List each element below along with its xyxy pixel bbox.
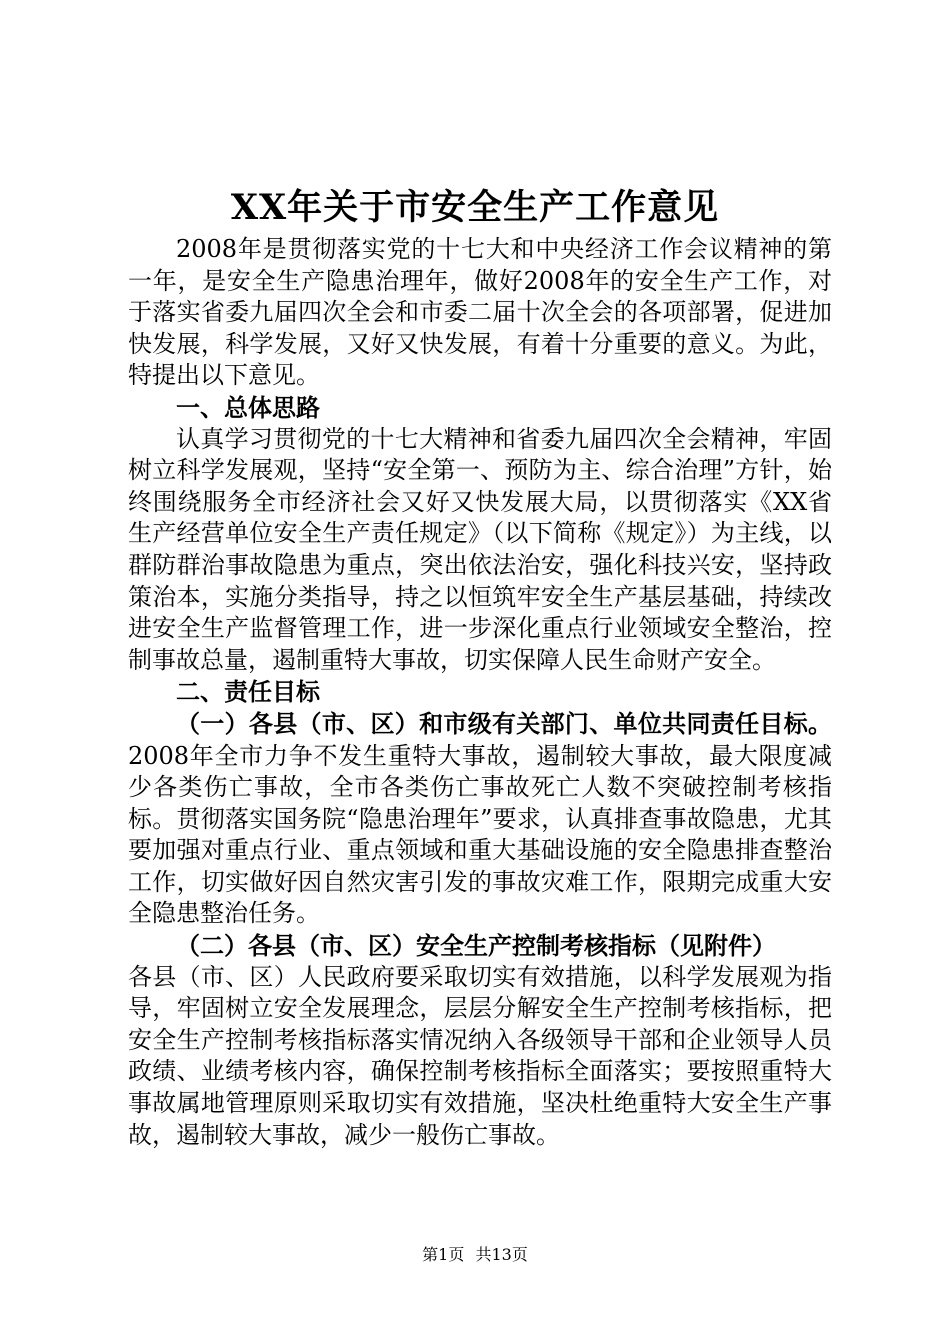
- joint-responsibility-subtitle: （一）各县（市、区）和市级有关部门、单位共同责任目标。: [176, 708, 832, 738]
- joint-responsibility-paragraph: [128, 708, 832, 930]
- document-body: [128, 234, 832, 1151]
- intro-paragraph: 2008年是贯彻落实党的十七大和中央经济工作会议精神的第一年，是安全生产隐患治理年，做好2008年的安全生产工作，对于落实省委九届四次全会和市委二届十次全会的各项部署，促进加快发展，科学发展，又好又快发展，有着十分重要的意义。为此，特提出以下意见。: [128, 235, 832, 390]
- control-indicators-paragraph: 各县（市、区）人民政府要采取切实有效措施，以科学发展观为指导，牢固树立安全发展理念，层层分解安全生产控制考核指标，把安全生产控制考核指标落实情况纳入各级领导干部和企业领导人员政绩、业绩考核内容，确保控制考核指标全面落实；要按照重特大事故属地管理原则采取切实有效措施，坚决杜绝重特大安全生产事故，遏制较大事故，减少一般伤亡事故。: [128, 962, 832, 1149]
- overall-approach-paragraph: 认真学习贯彻党的十七大精神和省委九届四次全会精神，牢固树立科学发展观，坚持“安全第一、预防为主、综合治理”方针，始终围绕服务全市经济社会又好又快发展大局，以贯彻落实《XX省生产经营单位安全生产责任规定》（以下简称《规定》）为主线，以群防群治事故隐患为重点，突出依法治安，强化科技兴安，坚持政策治本，实施分类指导，持之以恒筑牢安全生产基层基础，持续改进安全生产监督管理工作，进一步深化重点行业领域安全整治，控制事故总量，遏制重特大事故，切实保障人民生命财产安全。: [128, 424, 832, 674]
- page-total: 共13页: [475, 1245, 528, 1264]
- document-title: XX年关于市安全生产工作意见: [230, 187, 720, 228]
- section-heading-overall-approach: 一、总体思路: [176, 392, 320, 422]
- joint-responsibility-text: 2008年全市力争不发生重特大事故，遏制较大事故，最大限度减少各类伤亡事故，全市各类伤亡事故死亡人数不突破控制考核指标。贯彻落实国务院“隐患治理年”要求，认真排查事故隐患，尤其要加强对重点行业、重点领域和重大基础设施的安全隐患排查整治工作，切实做好因自然灾害引发的事故灾难工作，限期完成重大安全隐患整治任务。: [128, 741, 832, 928]
- section-heading-responsibility-targets: 二、责任目标: [176, 677, 320, 707]
- control-indicators-subtitle: （二）各县（市、区）安全生产控制考核指标（见附件）: [176, 931, 776, 961]
- page-footer: [0, 1244, 950, 1266]
- page-number: 第1页: [422, 1245, 465, 1264]
